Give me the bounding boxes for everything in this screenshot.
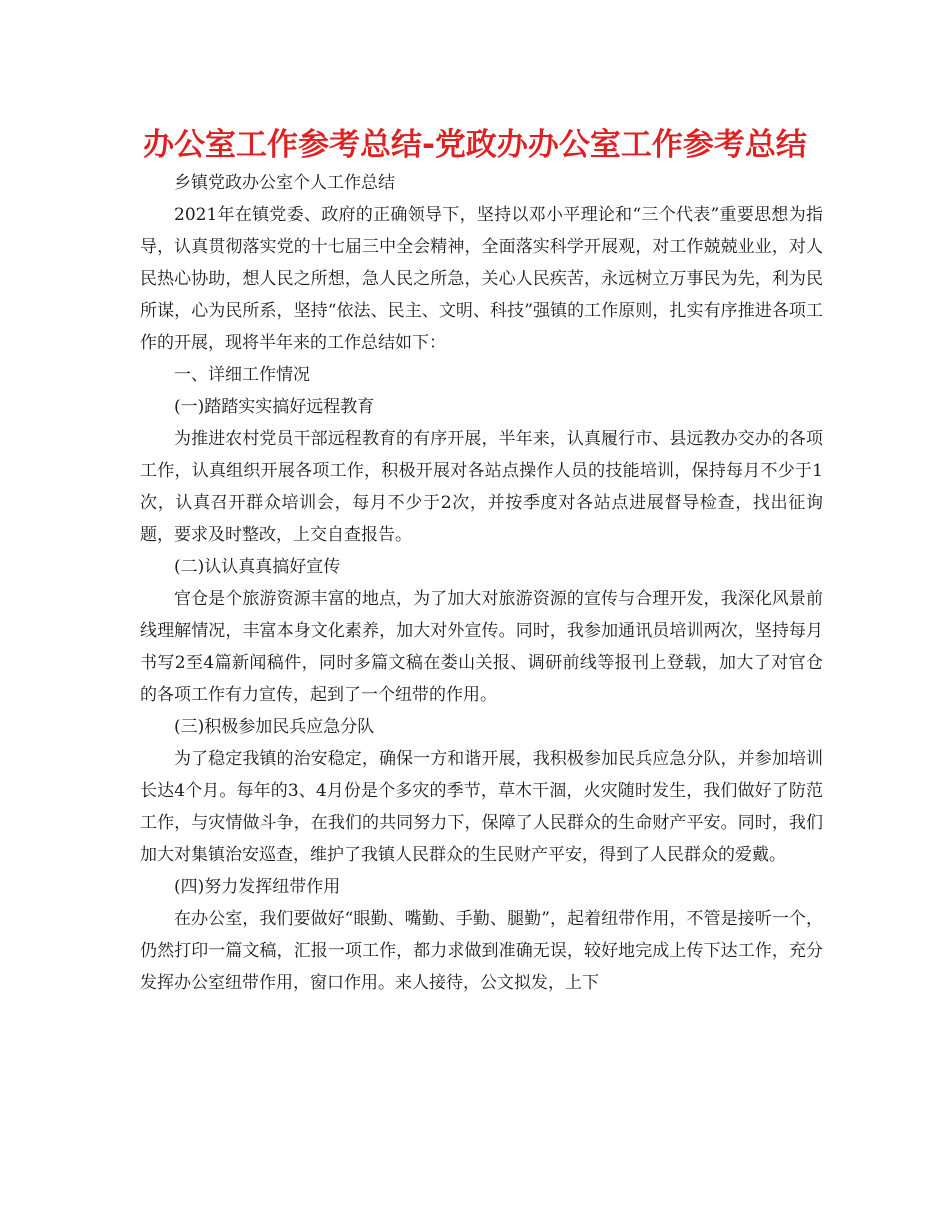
- document-title: 办公室工作参考总结-党政办办公室工作参考总结: [143, 127, 807, 163]
- subsection-paragraph-4: 在办公室，我们要做好“眼勤、嘴勤、手勤、腿勤”，起着纽带作用，不管是接听一个，仍然打印一篇文稿，汇报一项工作，都力求做到准确无误，较好地完成上传下达工作，充分发挥办公室纽带作用，窗口作用。来人接待，公文拟发，上下: [140, 909, 823, 993]
- subsection-heading-3: (三)积极参加民兵应急分队: [174, 717, 375, 737]
- subsection-paragraph-3: 为了稳定我镇的治安稳定，确保一方和谐开展，我积极参加民兵应急分队，并参加培训长达4个月。每年的3、4月份是个多灾的季节，草木干涸，火灾随时发生，我们做好了防范工作，与灾情做斗争，在我们的共同努力下，保障了人民群众的生命财产平安。同时，我们加大对集镇治安巡查，维护了我镇人民群众的生民财产平安，得到了人民群众的爱戴。: [140, 749, 823, 865]
- subsection-heading-4: (四)努力发挥纽带作用: [174, 877, 341, 897]
- subsection-paragraph-1: 为推进农村党员干部远程教育的有序开展，半年来，认真履行市、县远教办交办的各项工作，认真组织开展各项工作，积极开展对各站点操作人员的技能培训，保持每月不少于1次，认真召开群众培训会，每月不少于2次，并按季度对各站点进展督导检查，找出征询题，要求及时整改，上交自查报告。: [140, 429, 823, 545]
- section-heading: 一、详细工作情况: [174, 365, 310, 385]
- document-subtitle: 乡镇党政办公室个人工作总结: [174, 173, 395, 193]
- document-body: [140, 167, 823, 999]
- subsection-paragraph-2: 官仓是个旅游资源丰富的地点，为了加大对旅游资源的宣传与合理开发，我深化风景前线理解情况，丰富本身文化素养，加大对外宣传。同时，我参加通讯员培训两次，坚持每月书写2至4篇新闻稿件，同时多篇文稿在娄山关报、调研前线等报刊上登载，加大了对官仓的各项工作有力宣传，起到了一个纽带的作用。: [140, 589, 823, 705]
- subsection-heading-2: (二)认认真真搞好宣传: [174, 557, 341, 577]
- subsection-heading-1: (一)踏踏实实搞好远程教育: [174, 397, 375, 417]
- intro-paragraph: 2021年在镇党委、政府的正确领导下，坚持以邓小平理论和“三个代表”重要思想为指导，认真贯彻落实党的十七届三中全会精神，全面落实科学开展观，对工作兢兢业业，对人民热心协助，想人民之所想，急人民之所急，关心人民疾苦，永远树立万事民为先，利为民所谋，心为民所系，坚持“依法、民主、文明、科技”强镇的工作原则，扎实有序推进各项工作的开展，现将半年来的工作总结如下：: [140, 205, 823, 353]
